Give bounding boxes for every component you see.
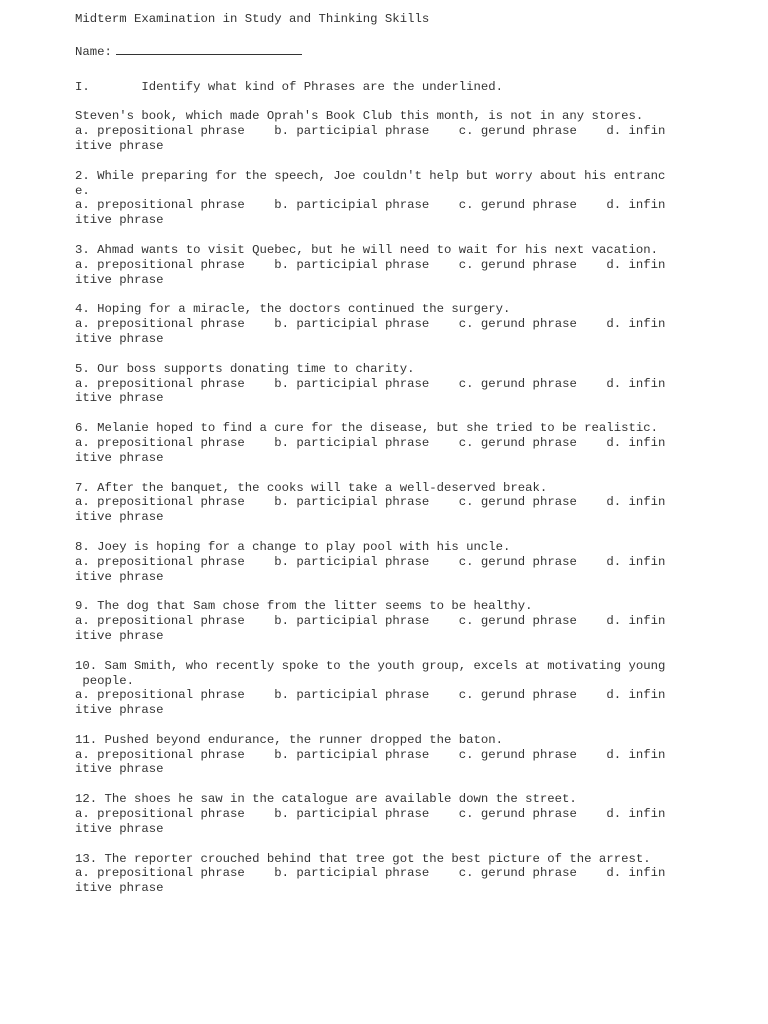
choice-d: d. infin (606, 807, 666, 822)
choice-c: c. gerund phrase (458, 614, 577, 629)
question-item (75, 792, 685, 836)
choice-b: b. participial phrase (274, 614, 430, 629)
choice-d: d. infin (606, 124, 666, 139)
choice-d-continuation: itive phrase (75, 821, 164, 836)
choice-c: c. gerund phrase (458, 554, 577, 569)
choices-row (75, 688, 685, 703)
question-text: e. (75, 183, 90, 198)
choices-row (75, 614, 685, 629)
choice-d-continuation: itive phrase (75, 213, 164, 228)
choice-c: c. gerund phrase (458, 376, 577, 391)
choice-b: b. participial phrase (274, 747, 430, 762)
choices-row (75, 124, 685, 139)
question-text: 9. The dog that Sam chose from the litter seems to be healthy. (75, 599, 533, 614)
question-item (75, 362, 685, 406)
choices-row (75, 748, 685, 763)
choice-d-continuation: itive phrase (75, 569, 164, 584)
choice-d: d. infin (606, 866, 666, 881)
choices-row (75, 198, 685, 213)
choice-d: d. infin (606, 495, 666, 510)
question-item (75, 852, 685, 896)
choice-c: c. gerund phrase (458, 317, 577, 332)
choice-d-continuation: itive phrase (75, 881, 164, 896)
choice-d-continuation: itive phrase (75, 138, 164, 153)
question-text: 7. After the banquet, the cooks will take a well-deserved break. (75, 480, 548, 495)
choice-d-continuation: itive phrase (75, 450, 164, 465)
question-text: 6. Melanie hoped to find a cure for the disease, but she tried to be realistic. (75, 421, 658, 436)
exam-document (75, 12, 685, 911)
choices-row (75, 866, 685, 881)
exam-title: Midterm Examination in Study and Thinking Skills (75, 12, 430, 26)
choice-d: d. infin (606, 317, 666, 332)
question-text: 2. While preparing for the speech, Joe couldn't help but worry about his entranc (75, 168, 666, 183)
choice-b: b. participial phrase (274, 124, 430, 139)
choice-d-continuation: itive phrase (75, 703, 164, 718)
choice-c: c. gerund phrase (458, 124, 577, 139)
question-text: 11. Pushed beyond endurance, the runner dropped the baton. (75, 732, 504, 747)
name-blank-line[interactable] (116, 42, 302, 55)
choice-d: d. infin (606, 376, 666, 391)
choice-b: b. participial phrase (274, 257, 430, 272)
question-item (75, 733, 685, 777)
question-list (75, 109, 685, 896)
choice-a: a. prepositional phrase (75, 495, 245, 510)
choice-a: a. prepositional phrase (75, 198, 245, 213)
question-item (75, 540, 685, 584)
choice-c: c. gerund phrase (458, 495, 577, 510)
choice-a: a. prepositional phrase (75, 376, 245, 391)
section-instruction: Identify what kind of Phrases are the underlined. (141, 79, 504, 94)
choice-a: a. prepositional phrase (75, 614, 245, 629)
question-item (75, 169, 685, 228)
name-label: Name: (75, 44, 112, 59)
question-item (75, 109, 685, 153)
question-item (75, 421, 685, 465)
choices-row (75, 377, 685, 392)
choice-d-continuation: itive phrase (75, 510, 164, 525)
choice-d-continuation: itive phrase (75, 391, 164, 406)
choice-c: c. gerund phrase (458, 688, 577, 703)
choice-d: d. infin (606, 198, 666, 213)
choice-b: b. participial phrase (274, 495, 430, 510)
choice-c: c. gerund phrase (458, 435, 577, 450)
choice-b: b. participial phrase (274, 435, 430, 450)
choice-c: c. gerund phrase (458, 257, 577, 272)
section-number: I. (75, 79, 90, 94)
choices-row (75, 555, 685, 570)
choice-b: b. participial phrase (274, 688, 430, 703)
choice-d-continuation: itive phrase (75, 628, 164, 643)
question-item (75, 481, 685, 525)
choices-row (75, 436, 685, 451)
choices-row (75, 258, 685, 273)
question-text: 8. Joey is hoping for a change to play pool with his uncle. (75, 539, 511, 554)
question-text: 3. Ahmad wants to visit Quebec, but he will need to wait for his next vacation. (75, 242, 658, 257)
choice-d-continuation: itive phrase (75, 331, 164, 346)
choice-b: b. participial phrase (274, 198, 430, 213)
choice-a: a. prepositional phrase (75, 747, 245, 762)
choice-a: a. prepositional phrase (75, 435, 245, 450)
choice-d: d. infin (606, 257, 666, 272)
choice-c: c. gerund phrase (458, 807, 577, 822)
question-text: 12. The shoes he saw in the catalogue are available down the street. (75, 792, 577, 807)
choice-d-continuation: itive phrase (75, 762, 164, 777)
choice-d: d. infin (606, 614, 666, 629)
choice-b: b. participial phrase (274, 376, 430, 391)
choice-d: d. infin (606, 554, 666, 569)
question-text: Steven's book, which made Oprah's Book Club this month, is not in any stores. (75, 109, 644, 124)
choice-a: a. prepositional phrase (75, 554, 245, 569)
choice-a: a. prepositional phrase (75, 688, 245, 703)
question-text: 10. Sam Smith, who recently spoke to the youth group, excels at motivating young (75, 658, 666, 673)
choice-a: a. prepositional phrase (75, 807, 245, 822)
choices-row (75, 317, 685, 332)
choice-a: a. prepositional phrase (75, 257, 245, 272)
question-item (75, 599, 685, 643)
question-item (75, 659, 685, 718)
choice-d: d. infin (606, 747, 666, 762)
question-text: 5. Our boss supports donating time to charity. (75, 361, 415, 376)
choices-row (75, 807, 685, 822)
choice-b: b. participial phrase (274, 866, 430, 881)
choice-b: b. participial phrase (274, 807, 430, 822)
choice-d-continuation: itive phrase (75, 272, 164, 287)
section-heading (75, 80, 685, 95)
question-item (75, 302, 685, 346)
choice-a: a. prepositional phrase (75, 317, 245, 332)
question-text: 13. The reporter crouched behind that tree got the best picture of the arrest. (75, 851, 651, 866)
question-text: people. (75, 673, 135, 688)
choices-row (75, 495, 685, 510)
choice-b: b. participial phrase (274, 554, 430, 569)
question-text: 4. Hoping for a miracle, the doctors continued the surgery. (75, 302, 511, 317)
choice-a: a. prepositional phrase (75, 866, 245, 881)
question-item (75, 243, 685, 287)
choice-c: c. gerund phrase (458, 747, 577, 762)
choice-c: c. gerund phrase (458, 198, 577, 213)
choice-a: a. prepositional phrase (75, 124, 245, 139)
choice-b: b. participial phrase (274, 317, 430, 332)
choice-d: d. infin (606, 435, 666, 450)
name-row (75, 42, 685, 57)
choice-c: c. gerund phrase (458, 866, 577, 881)
choice-d: d. infin (606, 688, 666, 703)
